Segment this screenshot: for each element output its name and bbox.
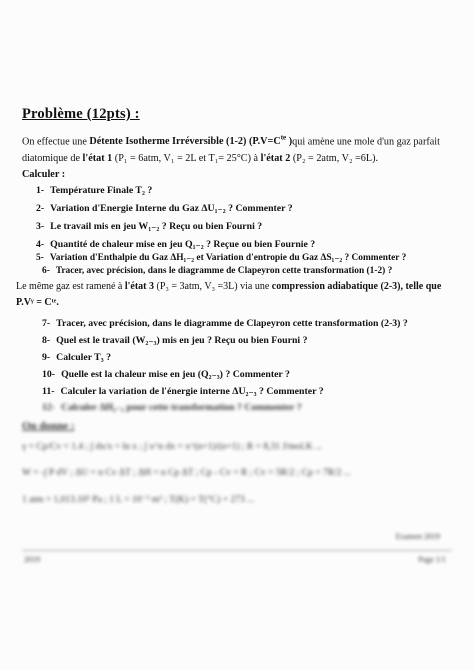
question-2: 2- Variation d'Energie Interne du Gaz ΔU₁₋₂ ? Commenter ? <box>36 203 293 214</box>
state1-values: (P₁ = 6atm, V₁ = 2L et T₁= 25°C) <box>112 153 254 165</box>
signature: Examen 2019 <box>395 532 440 541</box>
given-formula-3: 1 atm = 1,013.10⁵ Pa ; 1 L = 10⁻³ m³ ; T(K) = T(°C) + 273 ... <box>22 495 255 505</box>
footer-divider <box>22 550 452 551</box>
page-number: Page 1/1 <box>418 555 446 564</box>
problem-statement: On effectue une Détente Isotherme Irréversible (1-2) ($P.V=C^{te}$ )qui amène une mole d'un gaz parfait diatomique de l'état 1 (P₁ = 6atm, V₁ = 2L et T₁= 25°C) à l'état 2 (P₂ = 2atm, V₂ =6L). <box>22 134 440 165</box>
question-9: 9- Calculer T₃ ? <box>42 352 111 363</box>
question-4: 4- Quantité de chaleur mise en jeu Q₁₋₂ ? Reçue ou bien Fournie ? <box>36 239 316 250</box>
intro-text-2: qui amène une mole d'un gaz parfait diatomique de <box>22 136 440 165</box>
question-1: 1- Température Finale T₂ ? <box>36 185 153 196</box>
adiabatic-statement: Le même gaz est ramené à l'état 3 (P₃ = 3atm, V₃ =3L) via une compression adiabatique (2-3), telle que P.Vᵞ = Cᵗᵉ. <box>16 281 442 308</box>
intro-text-1: On effectue une <box>22 136 90 148</box>
question-7: 7- Tracer, avec précision, dans le diagramme de Clapeyron cette transformation (2-3) ? <box>42 318 408 329</box>
adiabatic-formula: P.Vᵞ = Cᵗᵉ. <box>16 297 59 308</box>
intro-process: Détente Isotherme Irréversible (1-2) ($P.V=C^{te}$ ) <box>89 134 293 148</box>
state1-label: l'état 1 <box>82 153 113 165</box>
question-10: 10- Quelle est la chaleur mise en jeu (Q₂₋₃) ? Commenter ? <box>42 369 290 380</box>
state2-values: (P₂ = 2atm, V₂ =6L). <box>290 153 379 165</box>
question-12: 12- Calculer ΔH₂₋₃ pour cette transformation ? Commenter ? <box>42 402 302 413</box>
given-heading: On donne : <box>22 420 75 432</box>
given-formula-2: W = -∫ P dV ; ΔU = n Cv ΔT ; ΔH = n Cp ΔT ; Cp - Cv = R ; Cv = 5R/2 ; Cp = 7R/2 ... <box>22 468 351 478</box>
given-formula-1: γ = Cp/Cv = 1.4 ; ∫ dx/x = ln x ; ∫ x^n dx = x^(n+1)/(n+1) ; R = 8,31 J/mol.K ... <box>22 442 323 452</box>
question-3: 3- Le travail mis en jeu W₁₋₂ ? Reçu ou bien Fourni ? <box>36 221 263 232</box>
question-6: 6- Tracer, avec précision, dans le diagramme de Clapeyron cette transformation (1-2) ? <box>42 266 393 276</box>
state2-label: l'état 2 <box>260 153 291 165</box>
calc-heading: Calculer : <box>22 169 66 180</box>
question-5: 5- Variation d'Enthalpie du Gaz ΔH₁₋₂ et Variation d'entropie du Gaz ΔS₁₋₂ ? Commenter ? <box>36 253 407 263</box>
question-11: 11- Calculer la variation de l'énergie interne ΔU₂₋₃ ? Commenter ? <box>42 386 324 397</box>
question-8: 8- Quel est le travail (W₂₋₃) mis en jeu ? Reçu ou bien Fourni ? <box>42 335 308 346</box>
footer-left: 2019 <box>24 555 40 564</box>
problem-title: Problème (12pts) : <box>22 106 140 122</box>
